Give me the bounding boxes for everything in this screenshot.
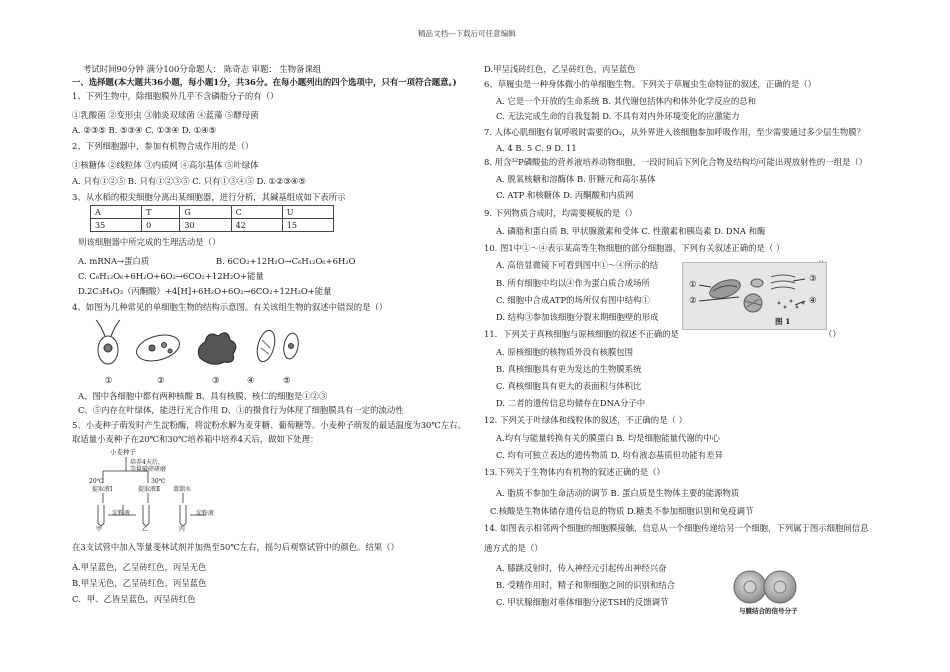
q14-option-a: A. 膝跳反射时，传入神经元引起传出神经兴奋	[496, 563, 667, 573]
organism-label: ①	[105, 375, 113, 385]
bacterium-sketch	[254, 328, 278, 363]
organism-label: ②	[157, 375, 165, 385]
question-5-line2: 取适量小麦种子在20℃和30℃培养箱中培养4天后，做如下处理：	[72, 434, 319, 444]
q5-option-d: D.甲呈浅砖红色，乙呈砖红色，丙呈蓝色	[484, 64, 636, 74]
question-9: 9. 下列物质合成时，均需要模板的是（）	[484, 208, 638, 218]
q11-option-c: C. 真核细胞具有更大的表面积与体积比	[496, 381, 642, 391]
table-row	[91, 219, 334, 232]
question-13: 13.下列关于生物体内有机物的叙述正确的是（）	[484, 467, 665, 477]
table-cell: U	[282, 206, 333, 219]
q10-option-c: C. 细胞中合成ATP的场所仅有图中结构①	[496, 295, 650, 305]
question-8: 8. 用含³²P磷酸盐的营养液培养动物细胞，一段时间后下列化合物及结构均可能出现放射性的一组是（）	[484, 157, 868, 167]
question-2: 2、下列细胞器中，参加有机物合成作用的是（）	[72, 141, 254, 151]
q11-option-d: D. 二者的遗传信息均储存在DNA分子中	[496, 398, 646, 408]
fig5-step-label: 培养4天后，	[130, 459, 164, 466]
question-10: 10. 图1中①～④表示某高等生物细胞的部分细胞器，下列有关叙述正确的是（ ）	[484, 243, 785, 253]
q11-paren: （）	[824, 329, 841, 339]
q5-option-b: B.甲呈无色，乙呈砖红色，丙呈蓝色	[72, 578, 207, 588]
q5-option-a: A.甲呈蓝色，乙呈砖红色，丙呈无色	[72, 562, 207, 572]
experiment-figure	[88, 448, 238, 533]
cell-contact-caption: 与膜结合的信号分子	[739, 607, 798, 615]
question-6: 6、草履虫是一种身体微小的单细胞生物。下列关于草履虫生命特征的叙述，正确的是（）	[484, 79, 816, 89]
q10-option-b: B. 所有细胞中均以④作为蛋白质合成场所	[496, 278, 650, 288]
fig5-extract-2: 提取液Ⅱ	[138, 486, 161, 493]
page-header: 精品文档---下载后可任意编辑	[418, 29, 516, 38]
table-cell: 42	[231, 219, 282, 232]
table-row	[91, 206, 334, 219]
q12-option-cd: C. 均有可独立表达的遗传物质 D. 均有液态基质但功能有差异	[496, 450, 723, 460]
organelle-label: ④	[809, 295, 817, 305]
table-cell: A	[91, 206, 142, 219]
figure-caption: 图 1	[775, 317, 791, 326]
q4-option-cd: C、⑤内存在叶绿体，能进行光合作用 D、①的摄食行为体现了细胞膜具有一定的流动性	[78, 405, 404, 415]
question-14-line1: 14. 如图表示相邻两个细胞的细胞膜接触，信息从一个细胞传递给另一个细胞，下列属于图示细胞间信息	[484, 523, 869, 533]
q14-option-c: C. 甲状腺细胞对垂体细胞分泌TSH的反馈调节	[496, 597, 669, 607]
table-cell: C	[231, 206, 282, 219]
table-cell: G	[180, 206, 231, 219]
question-14-line2: 通方式的是（）	[484, 543, 543, 553]
q7-options: A. 4 B. 5 C. 9 D. 11	[496, 143, 577, 153]
question-7: 7. 人体心肌细胞有氧呼吸时需要的O₂，从外界进入该细胞参加呼吸作用，至少需要通过多少层生物膜？	[484, 127, 865, 137]
question-11: 11．下列关于真核细胞与原核细胞的叙述不正确的是	[484, 329, 679, 339]
q11-option-b: B. 真核细胞具有更为发达的生物膜系统	[496, 364, 642, 374]
q10-option-a: A. 高倍显微镜下可看到图中①～④所示的结	[496, 260, 659, 270]
tube-label: 乙	[142, 526, 149, 533]
paramecium-sketch	[134, 331, 183, 366]
q13-option-ab: A. 脂质不参加生命活动的调节 B. 蛋白质是生物体主要的能源物质	[496, 488, 740, 498]
q4-option-ab: A、图中各细胞中都有两种核酸 B、具有核膜、核仁的细胞是①②③	[78, 391, 328, 401]
table-cell: 15	[282, 219, 333, 232]
exam-info: 考试时间90分钟 满分100分命题人： 陈奇志 审题： 生物备课组	[83, 64, 322, 74]
fig5-starch: 淀粉液	[196, 510, 215, 517]
q14-option-b: B. 受精作用时，精子和卵细胞之间的识别和结合	[496, 580, 675, 590]
organism-label: ③	[212, 375, 220, 385]
fig5-top-label: 小麦种子	[110, 448, 136, 456]
fig5-extract-1: 提取液Ⅰ	[92, 486, 113, 493]
organelle-label: ①	[689, 279, 697, 289]
tube-label: 丙	[179, 526, 186, 533]
organism-label: ④	[247, 375, 255, 385]
q9-options: A. 磷脂和蛋白质 B. 甲状腺激素和受体 C. 性激素和胰岛素 D. DNA 和酶	[496, 226, 766, 236]
q8-option-ab: A. 脱氧核糖和溶酶体 B. 肝糖元和高尔基体	[496, 174, 656, 184]
tube-label: 甲	[96, 526, 103, 533]
organelle-label: ②	[689, 295, 697, 305]
organelles-figure	[682, 262, 827, 330]
fig5-temp-20: 20℃	[89, 478, 104, 485]
q3-option-b: B. 6CO₂+12H₂O→C₆H₁₂O₆+6H₂O	[216, 256, 356, 266]
q13-option-cd: C.核酸是生物体储存遗传信息的物质 D.糖类不参加细胞识别和免疫调节	[490, 506, 754, 516]
yeast-sketch	[282, 332, 300, 360]
table-cell: 0	[142, 219, 180, 232]
q3-option-d: D.2C₃H₄O₃（丙酮酸）+4[H]+6H₂O+6O₂→6CO₂+12H₂O+能量	[78, 286, 332, 296]
q12-option-ab: A.均有与能量转换有关的膜蛋白 B. 均是细胞能量代谢的中心	[496, 433, 720, 443]
table-cell: 30	[180, 219, 231, 232]
organism-label: ⑤	[283, 375, 291, 385]
section-title: 一、选择题(本大题共36小题，每小题1分，共36分。在每小题列出的四个选项中，只有一项符合题意。)	[72, 77, 457, 87]
fig5-step-label: 等量破碎研磨	[130, 466, 167, 473]
q8-option-cd: C. ATP 和核糖体 D. 丙酮酸和内质网	[496, 190, 634, 200]
table-cell: T	[142, 206, 180, 219]
question-4: 4、如图为几种常见的单细胞生物的结构示意图。有关该组生物的叙述中错误的是（）	[72, 302, 388, 312]
q6-option-ab: A. 它是一个开放的生命系统 B. 其代谢包括体内和体外化学反应的总和	[496, 96, 757, 106]
q2-items: ①核糖体 ②线粒体 ③内质网 ④高尔基体 ⑤叶绿体	[72, 160, 259, 170]
chlamydomonas-sketch	[96, 320, 120, 364]
organisms-figure	[90, 318, 300, 374]
question-3: 3、从水稻的根尖细胞分离出某细胞器，进行分析，其碱基组成如下表所示	[72, 192, 346, 202]
q5-option-c: C．甲、乙皆呈蓝色，丙呈砖红色	[72, 594, 196, 604]
q6-option-cd: C. 无法完成生命的自我复制 D. 不具有对内外环境变化的应激能力	[496, 111, 740, 121]
q1-options: A. ②③⑤ B. ⑤③④ C. ①③④ D. ①④⑤	[72, 125, 217, 135]
q1-items: ①乳酸菌 ②变形虫 ③肺炎双球菌 ④蓝藻 ⑤酵母菌	[72, 110, 259, 120]
q10-option-d: D. 结构③参加该细胞分裂末期细胞壁的形成	[496, 312, 659, 322]
cell-contact-figure	[730, 568, 800, 606]
fig5-water: 蒸馏水	[173, 486, 192, 493]
organelle-label: ③	[809, 273, 817, 283]
question-1: 1、下列生物中，除细胞膜外几乎不含磷脂分子的有（）	[72, 91, 279, 101]
q11-option-a: A. 原核细胞的核物质外没有核膜包围	[496, 347, 633, 357]
q3-option-c: C. C₆H₁₂O₆+6H₂O+6O₂→6CO₂+12H₂O+能量	[78, 271, 264, 281]
q5-stem: 在3支试管中加入等量斐林试剂并加热至50℃左右，摇匀后观察试管中的颜色。结果（）	[72, 542, 399, 552]
fig5-temp-30: 30℃	[151, 478, 166, 485]
q3-option-a: A. mRNA→蛋白质	[78, 256, 150, 266]
amoeba-sketch	[198, 333, 236, 364]
question-5-line1: 5、小麦种子萌发时产生淀粉酶，将淀粉水解为麦芽糖、葡萄糖等。小麦种子萌发的最适温度为30℃左右。	[72, 420, 466, 430]
q3-stem: 则该细胞器中所完成的生理活动是（）	[78, 237, 221, 247]
base-composition-table	[90, 205, 334, 232]
fig5-starch: 淀粉液	[112, 510, 131, 517]
question-12: 12. 下列关于叶绿体和线粒体的叙述，不正确的是（ ）	[484, 415, 687, 425]
table-cell: 35	[91, 219, 142, 232]
q2-options: A. 只有①②⑤ B. 只有①②③⑤ C. 只有①③④⑤ D. ①②③④⑤	[72, 176, 306, 186]
